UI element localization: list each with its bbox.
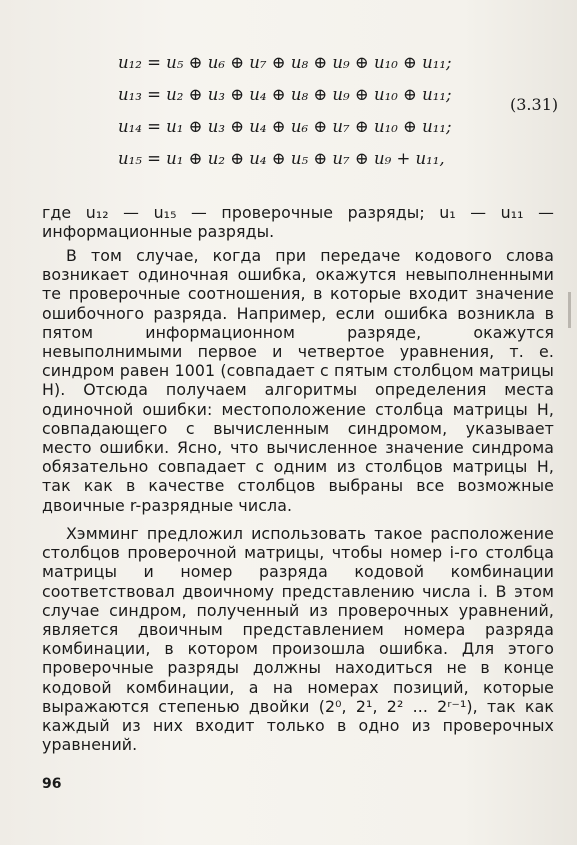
- paragraph-single-error: В том случае, когда при передаче кодового слова возникает одиночная ошибка, окажутся невыполненными те проверочные соотношения, в которые входит значение ошибочного разряда. Например, если ошибка возникла в пятом информационном разряде, окажутся невыполнимыми первое и четвертое уравнения, т. е. синдром равен 1001 (совпадает с пятым столбцом матрицы H). Отсюда получаем алгоритмы определения места одиночной ошибки: местоположение столбца матрицы H, совпадающего с вычисленным синдромом, указывает место ошибки. Ясно, что вычисленное значение синдрома обязательно совпадает с одним из столбцов матрицы H, так как в качестве столбцов выбраны все возможные двоичные r-разрядные числа.: [42, 246, 554, 515]
- page-number: 96: [42, 776, 62, 792]
- paragraph-hamming: Хэмминг предложил использовать такое расположение столбцов проверочной матрицы, чтобы номер i-го столбца матрицы и номер разряда кодовой комбинации соответствовал двоичному представлению числа i. В этом случае синдром, полученный из проверочных уравнений, является двоичным представлением номера разряда комбинации, в котором произошла ошибка. Для этого проверочные разряды должны находиться не в конце кодовой комбинации, а на номерах позиций, которые выражаются степенью двойки (2⁰, 2¹, 2² ... 2ʳ⁻¹), так как каждый из них входит только в одно из проверочных уравнений.: [42, 524, 554, 755]
- scan-edge-mark: [568, 292, 571, 328]
- equation-u13: u₁₃ = u₂ ⊕ u₃ ⊕ u₄ ⊕ u₈ ⊕ u₉ ⊕ u₁₀ ⊕ u₁₁;: [118, 85, 452, 104]
- equation-u12: u₁₂ = u₅ ⊕ u₆ ⊕ u₇ ⊕ u₈ ⊕ u₉ ⊕ u₁₀ ⊕ u₁₁;: [118, 53, 452, 72]
- intro-paragraph: где u₁₂ — u₁₅ — проверочные разряды; u₁ — u₁₁ — информационные разряды.: [42, 203, 554, 242]
- equation-number: (3.31): [510, 95, 559, 114]
- equation-u15: u₁₅ = u₁ ⊕ u₂ ⊕ u₄ ⊕ u₅ ⊕ u₇ ⊕ u₉ + u₁₁,: [118, 149, 445, 168]
- equation-u14: u₁₄ = u₁ ⊕ u₃ ⊕ u₄ ⊕ u₆ ⊕ u₇ ⊕ u₁₀ ⊕ u₁₁;: [118, 117, 452, 136]
